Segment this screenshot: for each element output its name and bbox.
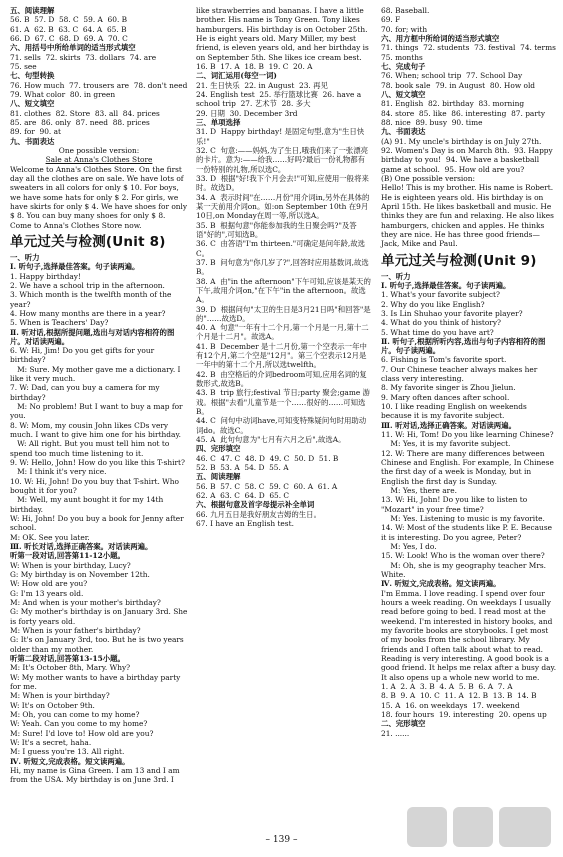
section-heading: 六、根据句意及首字母提示补全单词 bbox=[196, 500, 315, 510]
text-line: 10. I like reading English on weekends because it is my favorite subject. bbox=[381, 402, 530, 421]
text-line: M: No problem! But I want to buy a map for you. bbox=[10, 402, 185, 421]
text-line: M: Yes. Listening to music is my favorite. bbox=[381, 514, 545, 524]
text-line: 70. for; with bbox=[381, 24, 428, 34]
text-line: 12. W: There are many differences between Chinese and English. For example, In Chinese the first day of a week is Monday, but in English the first day is Sunday. bbox=[381, 448, 557, 486]
text-line: 7. Our Chinese teacher always makes her class very interesting. bbox=[381, 364, 540, 384]
text-line: 39. D 根据问句"太卫的生日是3月21日吗"和回答"是的"……故选D。 bbox=[196, 304, 371, 323]
text-line: 2. Why do you like English? bbox=[381, 299, 485, 309]
text-line: M: Yes, it is my favorite subject. bbox=[381, 439, 511, 449]
text-line: 31. D Happy birthday! 是固定句型,意为"生日快乐!" bbox=[196, 127, 365, 146]
text-line: 7. W: Dad, can you buy a camera for my birthday? bbox=[10, 383, 162, 402]
text-line: Hello! This is my brother. His name is Robert. He is eighteen years old. His birthday is on April 15th. He likes basketball and music. He thinks they are fun and relaxing. He also likes hamburgers, chicken and apples. He thinks they are nice. He has three good friends—Jack, Mike and Paul. bbox=[381, 183, 557, 249]
text-line: 29. 日期 30. December 3rd bbox=[196, 108, 298, 118]
watermark-logo-icon bbox=[405, 801, 555, 853]
text-line: 75. see bbox=[10, 61, 37, 71]
text-line: M: Yes, there are. bbox=[381, 486, 457, 496]
section-heading: 五、阅读理解 bbox=[196, 472, 241, 482]
section-heading: Ⅲ. 听对话,选择正确答案。对话读两遍。 bbox=[381, 420, 516, 430]
text-line: Sale at Anna's Clothes Store bbox=[45, 155, 153, 165]
text-line: 37. B 问句意为"你几岁了?",回答时应用基数词,故选B。 bbox=[196, 257, 369, 277]
section-heading: 五、阅读理解 bbox=[10, 6, 55, 15]
text-line: M: OK. See you later. bbox=[10, 532, 90, 542]
text-line: 21. ...... bbox=[381, 728, 410, 738]
section-heading: 二、词汇运用(每空一词) bbox=[196, 71, 277, 81]
text-line: 43. B trip 旅行;festival 节日;party 聚会;game 游戏。根据"去看"儿童节是一个……很好的……可知选B。 bbox=[196, 388, 370, 417]
text-line: 5. What time do you have art? bbox=[381, 327, 494, 337]
text-line: 2. We have a school trip in the afternoon. bbox=[10, 280, 165, 290]
column-right bbox=[381, 6, 557, 738]
text-line: like strawberries and bananas. I have a little brother. His name is Tony Green. Tony likes hamburgers. His birthday is on October 25th. He is eight years old. Mary Miller, my best friend, is eleven years old, and her birthday is on September 5th. She likes ice cream best. bbox=[196, 6, 372, 62]
section-heading: 一、听力 bbox=[381, 271, 411, 281]
text-line: 81. English 82. birthday 83. morning bbox=[381, 99, 525, 109]
unit-heading: 单元过关与检测(Unit 8) bbox=[10, 233, 166, 250]
text-line: 71. things 72. students 73. festival 74. terms bbox=[381, 43, 556, 53]
text-line: 41. B December 是十二月份,第一个空表示一年中有12个月,第二个空是"12月"。第三个空表示12月是一年中的第十二个月,所以选twelfth。 bbox=[196, 341, 367, 370]
text-line: 11. W: Hi, Tom! Do you like learning Chinese? bbox=[381, 430, 554, 440]
text-line: 8. W: Mom, my cousin John likes CDs very much. I want to give him one for his birthday. bbox=[10, 420, 181, 440]
text-line: 35. B 根据句意"你能参加我的生日聚会吗?"及答语"好的",可知选B。 bbox=[196, 220, 357, 239]
text-line: Welcome to Anna's Clothes Store. On the first day all the clothes are on sale. We have lots of sweaters in all colors for only $ 10. For boys, we have some hats for only $ 2. For girls, we have skirts for only $ 4. We have shoes for only $ 8. You can buy many shoes for only $ 8. Come to Anna's Clothes Store now. bbox=[10, 164, 190, 230]
text-line: 67. I have an English test. bbox=[196, 519, 294, 529]
text-line: M: Sure. My mother gave me a dictionary. I like it very much. bbox=[10, 364, 183, 384]
text-line: 13. W: Hi, John! Do you like to listen to "Mozart" in your free time? bbox=[381, 495, 530, 514]
section-heading: 四、完形填空 bbox=[196, 444, 241, 454]
text-line: G: It's on January 3rd, too. But he is two years older than my mother. bbox=[10, 635, 187, 654]
text-line: 6. Fishing is Tom's favorite sport. bbox=[381, 355, 507, 365]
text-line: (B) One possible version: bbox=[381, 173, 475, 183]
text-line: 89. for 90. at bbox=[10, 127, 61, 137]
text-line: 4. How many months are there in a year? bbox=[10, 308, 166, 318]
text-line: 84. store 85. like 86. interesting 87. party bbox=[381, 108, 546, 118]
section-heading: 听第一段对话,回答第11-12小题。 bbox=[10, 551, 125, 561]
section-heading: 八、短文填空 bbox=[381, 89, 426, 99]
text-line: M: Sure! I'd love to! How old are you? bbox=[10, 728, 154, 738]
text-line: 40. A 句意"一年有十二个月,第一个月是一月,第十二个月是十二月"。故选A。 bbox=[196, 323, 369, 342]
text-line: W: Yeah. Can you come to my home? bbox=[10, 719, 148, 729]
text-line: W: When is your birthday, Lucy? bbox=[10, 560, 131, 570]
text-line: 24. English test 25. 举行篮球比赛 26. have a school trip 27. 艺术节 28. 多大 bbox=[196, 89, 364, 109]
section-heading: 九、书面表达 bbox=[381, 127, 426, 137]
text-line: M: I think it's very nice. bbox=[10, 467, 107, 477]
section-heading: 六、用方框中所给词的适当形式填空 bbox=[381, 33, 500, 43]
text-line: 3. Which month is the twelfth month of the year? bbox=[10, 290, 174, 309]
text-line: 1. Happy birthday! bbox=[10, 271, 81, 281]
text-line: 92. Women's Day is on March 8th. 93. Happy birthday to you! 94. We have a basketball game at school. 95. How old are you? bbox=[381, 145, 556, 174]
text-line: M: When is your father's birthday? bbox=[10, 626, 141, 635]
section-heading: Ⅰ. 听句子,选择最佳答案。句子读两遍。 bbox=[10, 262, 140, 272]
section-heading: Ⅳ. 听短文,完成表格。短文读两遍。 bbox=[10, 756, 130, 766]
text-line: 9. Mary often dances after school. bbox=[381, 392, 510, 402]
text-line: 8. B 9. A 10. C 11. A 12. B 13. B 14. B bbox=[381, 691, 537, 701]
text-line: 10. W: Hi, John! Do you buy that T-shirt. Who bought it for you? bbox=[10, 476, 182, 496]
unit-heading: 单元过关与检测(Unit 9) bbox=[381, 252, 537, 269]
text-line: 14. W: Most of the students like P. E. Because it is interesting. Do you agree, Peter? bbox=[381, 523, 555, 542]
text-line: 45. A 此句句意为"七月有六月之后",故选A。 bbox=[196, 435, 346, 445]
text-line: W: It's on October 9th. bbox=[10, 700, 95, 710]
text-line: 15. W: Look! Who is the woman over there? bbox=[381, 551, 545, 561]
text-line: Hi, my name is Gina Green. I am 13 and I am from the USA. My birthday is on June 3rd. I bbox=[10, 765, 182, 785]
text-line: 42. B 由空格后的介词bedroom可知,应用名词的复数形式,故选B。 bbox=[196, 369, 367, 389]
text-line: 61. A 62. B 63. C 64. A 65. B bbox=[10, 24, 127, 34]
section-heading: 七、句型转换 bbox=[10, 71, 55, 81]
text-line: 18. four hours 19. interesting 20. opens up bbox=[381, 709, 547, 719]
section-heading: 三、单项选择 bbox=[196, 117, 241, 127]
column-middle bbox=[196, 6, 372, 528]
text-line: 75. months bbox=[381, 52, 423, 62]
text-line: 32. C 句意:——妈妈,为了生日,哦我们来了一张漂亮的卡片。意为:——给我……好吗?最后一份礼物都有一份特别的礼物,所以选C。 bbox=[196, 145, 369, 174]
text-line: 8. My favorite singer is Zhou Jielun. bbox=[381, 383, 516, 393]
text-line: (A) 91. My uncle's birthday is on July 27th. bbox=[381, 136, 542, 146]
section-heading: 八、短文填空 bbox=[10, 99, 55, 109]
text-line: W: Hi, John! Do you buy a book for Jenny after school. bbox=[10, 514, 187, 533]
text-line: 21. 生日快乐 22. in August 23. 再见 bbox=[196, 80, 328, 90]
text-line: 62. A 63. C 64. D 65. C bbox=[196, 491, 290, 501]
text-line: 68. Baseball. bbox=[381, 6, 430, 15]
text-line: 52. B 53. A 54. D 55. A bbox=[196, 463, 289, 473]
text-line: One possible version: bbox=[58, 145, 140, 155]
text-line: 1. What's your favorite subject? bbox=[381, 290, 500, 300]
text-line: 38. A 由"in the afternoon"下午可知,应该是某天的下午,故用介词on,"在下午"in the afternoon。故选A。 bbox=[196, 276, 371, 305]
text-line: 66. 九月五日是我好朋友吉姆的生日。 bbox=[196, 509, 321, 519]
text-line: 76. How much 77. trousers are 78. don't need 79. What color 80. in green bbox=[10, 80, 193, 99]
section-heading: 六、用括号中所给单词的适当形式填空 bbox=[10, 43, 136, 53]
text-line: I'm Emma. I love reading. I spend over four hours a week reading. On weekdays I usually read before going to bed. I read most at the weekend. I'm interested in history books, and my favorite books are storybooks. I get most of my books from the school library. My friends and I often talk about what to read. Reading is very interesting. A good book is a good friend. It helps me relax after a busy day. It also opens up a whole new world to me. bbox=[381, 588, 559, 682]
section-heading: Ⅲ. 听长对话,选择正确答案。对话读两遍。 bbox=[10, 542, 153, 552]
text-line: 71. sells 72. skirts 73. dollars 74. are bbox=[10, 52, 157, 62]
text-line: M: Yes, I do. bbox=[381, 542, 437, 552]
section-heading: 二、完形填空 bbox=[381, 719, 426, 729]
text-line: M: Oh, she is my geography teacher Mrs. White. bbox=[381, 560, 549, 580]
text-line: 34. A 表示时间"在……月份"用介词in,另外在具体的某一天前用介词on。如:on September 10th 在9月10日,on Monday在周一等,所以选A。 bbox=[196, 192, 370, 221]
text-line: 56. B 57. D 58. C 59. A 60. B bbox=[10, 15, 128, 25]
text-line: 1. A 2. A 3. B 4. A 5. B 6. A 7. A bbox=[381, 681, 513, 691]
section-heading: Ⅱ. 听对话,根据所提问题,选出与对话内容相符的图片。对话读两遍。 bbox=[10, 327, 175, 346]
text-line: W: How old are you? bbox=[10, 579, 88, 589]
text-line: 76. When; school trip 77. School Day bbox=[381, 71, 523, 81]
text-line: 5. When is Teachers' Day? bbox=[10, 318, 109, 328]
text-line: G: My birthday is on November 12th. bbox=[10, 570, 150, 580]
text-line: 81. clothes 82. Store 83. all 84. prices bbox=[10, 108, 160, 118]
text-line: M: Well, my aunt bought it for my 14th birthday. bbox=[10, 495, 166, 514]
text-line: 78. book sale 79. in August 80. How old bbox=[381, 80, 536, 90]
text-line: W: My mother wants to have a birthday party for me. bbox=[10, 672, 183, 691]
page-number: – 139 – bbox=[265, 835, 298, 845]
text-line: M: I guess you're 13. All right. bbox=[10, 747, 125, 757]
text-line: 44. C 问句中动词have,可知变特殊疑问句时用助动词do。故选C。 bbox=[196, 416, 367, 435]
section-heading: 七、完成句子 bbox=[381, 61, 426, 71]
text-line: 3. Is Lin Shuhao your favorite player? bbox=[381, 308, 523, 318]
section-heading: Ⅳ. 听短文,完成表格。短文读两遍。 bbox=[381, 579, 501, 589]
text-line: M: And when is your mother's birthday? bbox=[10, 598, 161, 608]
text-line: W: It's a secret, haha. bbox=[10, 737, 92, 747]
text-line: G: I'm 13 years old. bbox=[10, 588, 84, 598]
text-line: 66. D 67. C 68. D 69. A 70. C bbox=[10, 33, 128, 43]
text-line: 46. C 47. C 48. D 49. C 50. D 51. B bbox=[196, 453, 339, 463]
text-line: 33. D 根据"好!我下个月会去!"可知,应使用一般将来时。故选D。 bbox=[196, 173, 369, 193]
text-line: M: It's October 8th, Mary. Why? bbox=[10, 663, 131, 673]
text-line: 4. What do you think of history? bbox=[381, 318, 501, 328]
section-heading: 九、书面表达 bbox=[10, 136, 55, 146]
text-line: 6. W: Hi, Jim! Do you get gifts for your birthday? bbox=[10, 346, 157, 365]
section-heading: Ⅱ. 听句子,根据所听内容,选出与句子内容相符的图片。句子读两遍。 bbox=[381, 336, 546, 356]
text-line: 56. B 57. C 58. C 59. C 60. A 61. A bbox=[196, 481, 338, 491]
text-line: 15. A 16. on weekdays 17. weekend bbox=[381, 700, 520, 710]
section-heading: Ⅰ. 听句子,选择最佳答案。句子读两遍。 bbox=[381, 280, 511, 290]
text-line: 88. nice 89. busy 90. time bbox=[381, 117, 483, 127]
text-line: 36. C 由答语"I'm thirteen."可确定是问年龄,故选C。 bbox=[196, 239, 366, 258]
text-line: 16. B 17. A 18. B 19. C 20. A bbox=[196, 61, 313, 71]
text-line: M: When is your birthday? bbox=[10, 691, 110, 701]
text-line: G: My mother's birthday is on January 3rd. She is forty years old. bbox=[10, 607, 190, 626]
text-line: 69. F bbox=[381, 15, 401, 25]
section-heading: 一、听力 bbox=[10, 252, 40, 262]
text-line: M: Oh, you can come to my home? bbox=[10, 709, 140, 719]
text-line: 85. are 86. only 87. need 88. prices bbox=[10, 117, 150, 127]
text-line: 9. W: Hello, John! How do you like this T-shirt? bbox=[10, 458, 185, 468]
section-heading: 听第二段对话,回答第13-15小题。 bbox=[10, 653, 125, 663]
column-left bbox=[10, 6, 193, 785]
text-line: W: All right. But you must tell him not to spend too much time listening to it. bbox=[10, 439, 172, 458]
